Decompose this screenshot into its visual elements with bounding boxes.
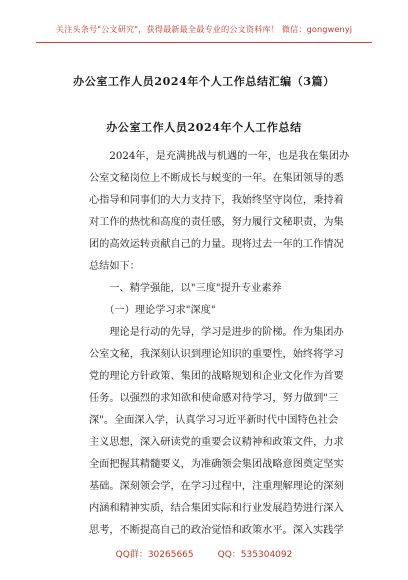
- header-banner: 关注头条号"公文研究"，获得最新最全最专业的公文资料库！ 微信：gongwenyj: [55, 24, 353, 34]
- footer-qq: QQ：535304092: [217, 550, 293, 560]
- body-line: 团的高效运转贡献自己的力量。现将过去一年的工作情况: [89, 239, 344, 250]
- body-line: 党的理论方针政策、集团的战略规划和企业文化作为首要: [89, 371, 344, 382]
- body-line: 深"。全面深入学，认真学习习近平新时代中国特色社会: [89, 415, 339, 426]
- footer-qq-group: QQ群：30265665: [115, 550, 194, 560]
- body-line: 公室文秘，我深刻认识到理论知识的重要性，始终将学习: [89, 349, 344, 360]
- body-line: 内涵和精神实质，结合集团实际和行业发展趋势进行深入: [89, 503, 344, 514]
- body-line: 全面把握其精髓要义，为准确领会集团战略意图奠定坚实: [89, 459, 344, 470]
- body-line: 任务。以强烈的求知欲和使命感对待学习，努力做到"三: [89, 393, 339, 404]
- body-line: 主义思想，深入研读党的重要会议精神和政策文件，力求: [89, 437, 344, 448]
- section-title: 办公室工作人员2024年个人工作总结: [106, 121, 302, 134]
- body-text: [89, 146, 349, 542]
- body-line: 2024年，是充满挑战与机遇的一年，也是我在集团办: [89, 151, 349, 162]
- body-line: 思考，不断提高自己的政治觉悟和政策水平。深入实践学: [89, 525, 344, 536]
- footer-contact: [0, 547, 408, 560]
- body-line: 心指导和同事们的大力支持下，我始终坚守岗位，秉持着: [89, 195, 344, 206]
- body-line: 基础。深刻领会学，在学习过程中，注重理解理论的深刻: [89, 481, 344, 492]
- body-line: 对工作的热忱和高度的责任感，努力履行文秘职责，为集: [89, 217, 344, 228]
- heading-level-2: （一）理论学习求"深度": [89, 305, 216, 316]
- body-line: 公室文秘岗位上不断成长与蜕变的一年。在集团领导的悉: [89, 173, 344, 184]
- body-line: 理论是行动的先导，学习是进步的阶梯。作为集团办: [89, 327, 344, 338]
- body-line: 总结如下：: [89, 261, 140, 272]
- document-title: 办公室工作人员2024年个人工作总结汇编（3篇）: [73, 75, 335, 88]
- header-divider: [36, 42, 372, 43]
- heading-level-1: 一、精学强能，以"三度"提升专业素养: [89, 283, 282, 294]
